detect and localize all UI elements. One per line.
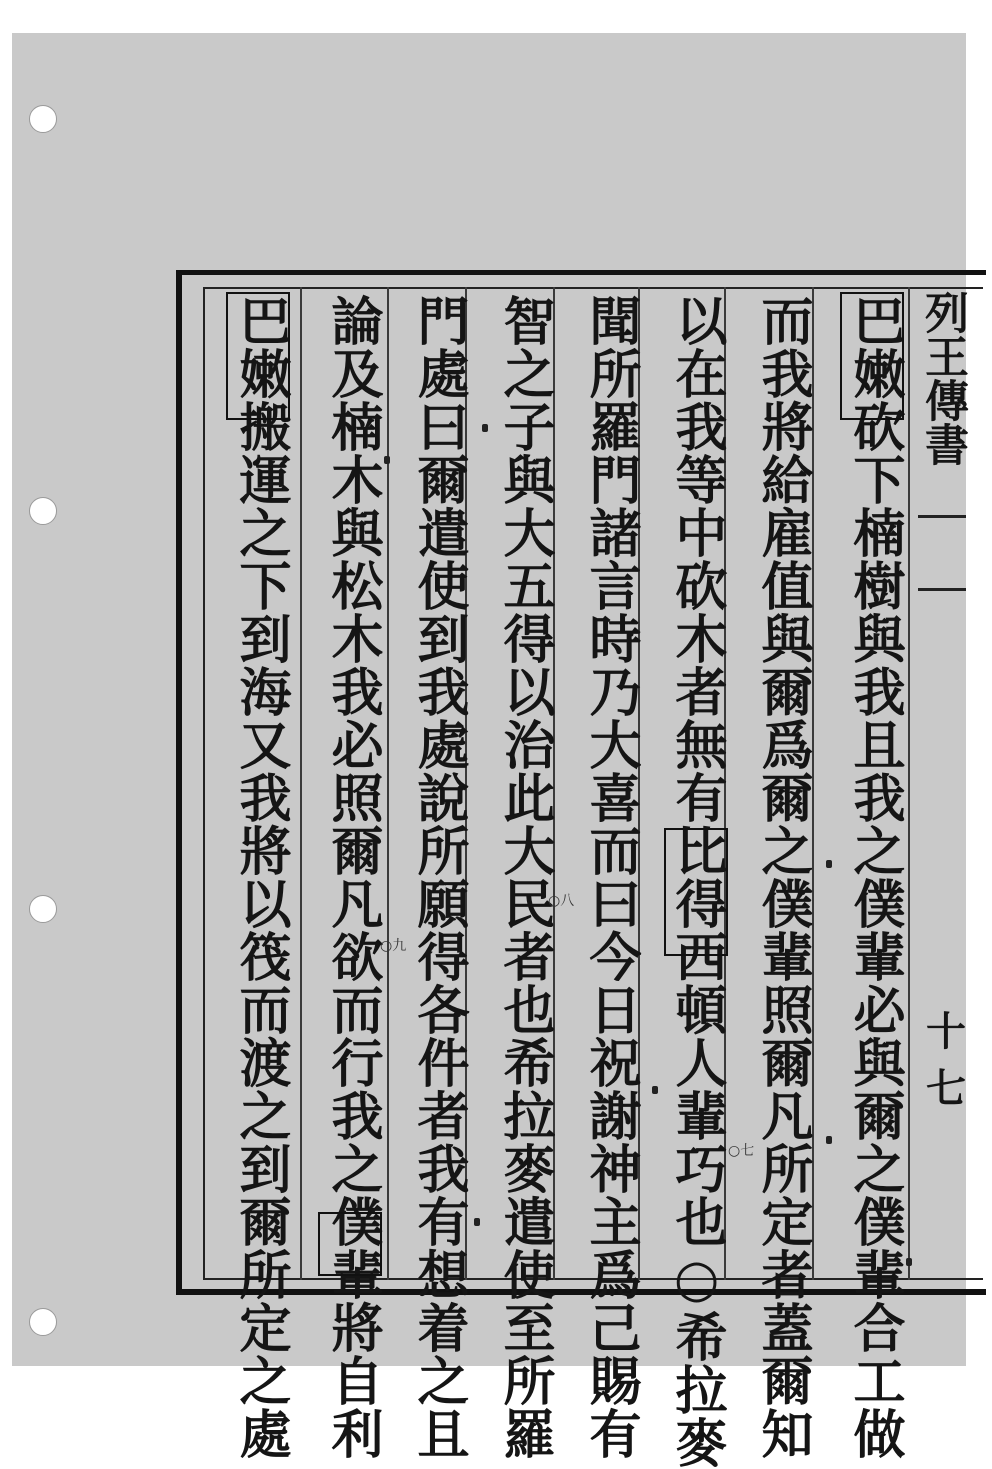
column-rule (387, 287, 389, 1280)
binder-hole (29, 497, 57, 525)
name-box-lebanon-2 (226, 292, 290, 420)
text-column-5: 智之子與大五得以治此大民者也希拉麥遣使至所羅 (494, 294, 555, 1460)
page-title: 列王傳書 (917, 290, 968, 466)
name-box-li (318, 1212, 382, 1276)
name-box-sidonians (664, 828, 728, 956)
fold-marker (918, 515, 966, 591)
text-column-3: 以在我等中砍木者無有比得西頓人輩巧也○希拉麥 (666, 294, 727, 1469)
verse-mark-9: ○九 (380, 938, 407, 954)
text-column-1: 巴嫩砍下楠樹與我且我之僕輩必與爾之僕輩合工做 (844, 294, 905, 1460)
binder-hole (29, 1308, 57, 1336)
binder-hole (29, 105, 57, 133)
text-column-4: 聞所羅門諸言時乃大喜而曰今日祝謝神主爲己賜有 (580, 294, 641, 1460)
verse-mark-8: ○八 (548, 893, 575, 909)
text-column-6: 門處曰爾遣使到我處說所願得各件者我有想着之且 (408, 294, 469, 1460)
punctuation-mark (826, 1136, 832, 1144)
punctuation-mark (384, 456, 390, 464)
text-column-7: 論及楠木與松木我必照爾凡欲而行我之僕輩將自利 (322, 294, 383, 1460)
verse-mark-7: ○七 (728, 1143, 755, 1159)
punctuation-mark (826, 860, 832, 868)
punctuation-mark (482, 424, 488, 432)
punctuation-mark (906, 1258, 912, 1266)
punctuation-mark (652, 1086, 658, 1094)
binder-hole (29, 895, 57, 923)
page-number: 十七 (926, 1008, 966, 1112)
column-rule (300, 287, 302, 1280)
text-column-8: 巴嫩搬運之下到海又我將以筏而渡之到爾所定之處 (230, 294, 291, 1460)
column-rule (908, 287, 910, 1280)
text-column-2: 而我將給雇值與爾爲爾之僕輩照爾凡所定者蓋爾知 (752, 294, 813, 1460)
punctuation-mark (474, 1218, 480, 1226)
name-box-lebanon (840, 292, 904, 420)
